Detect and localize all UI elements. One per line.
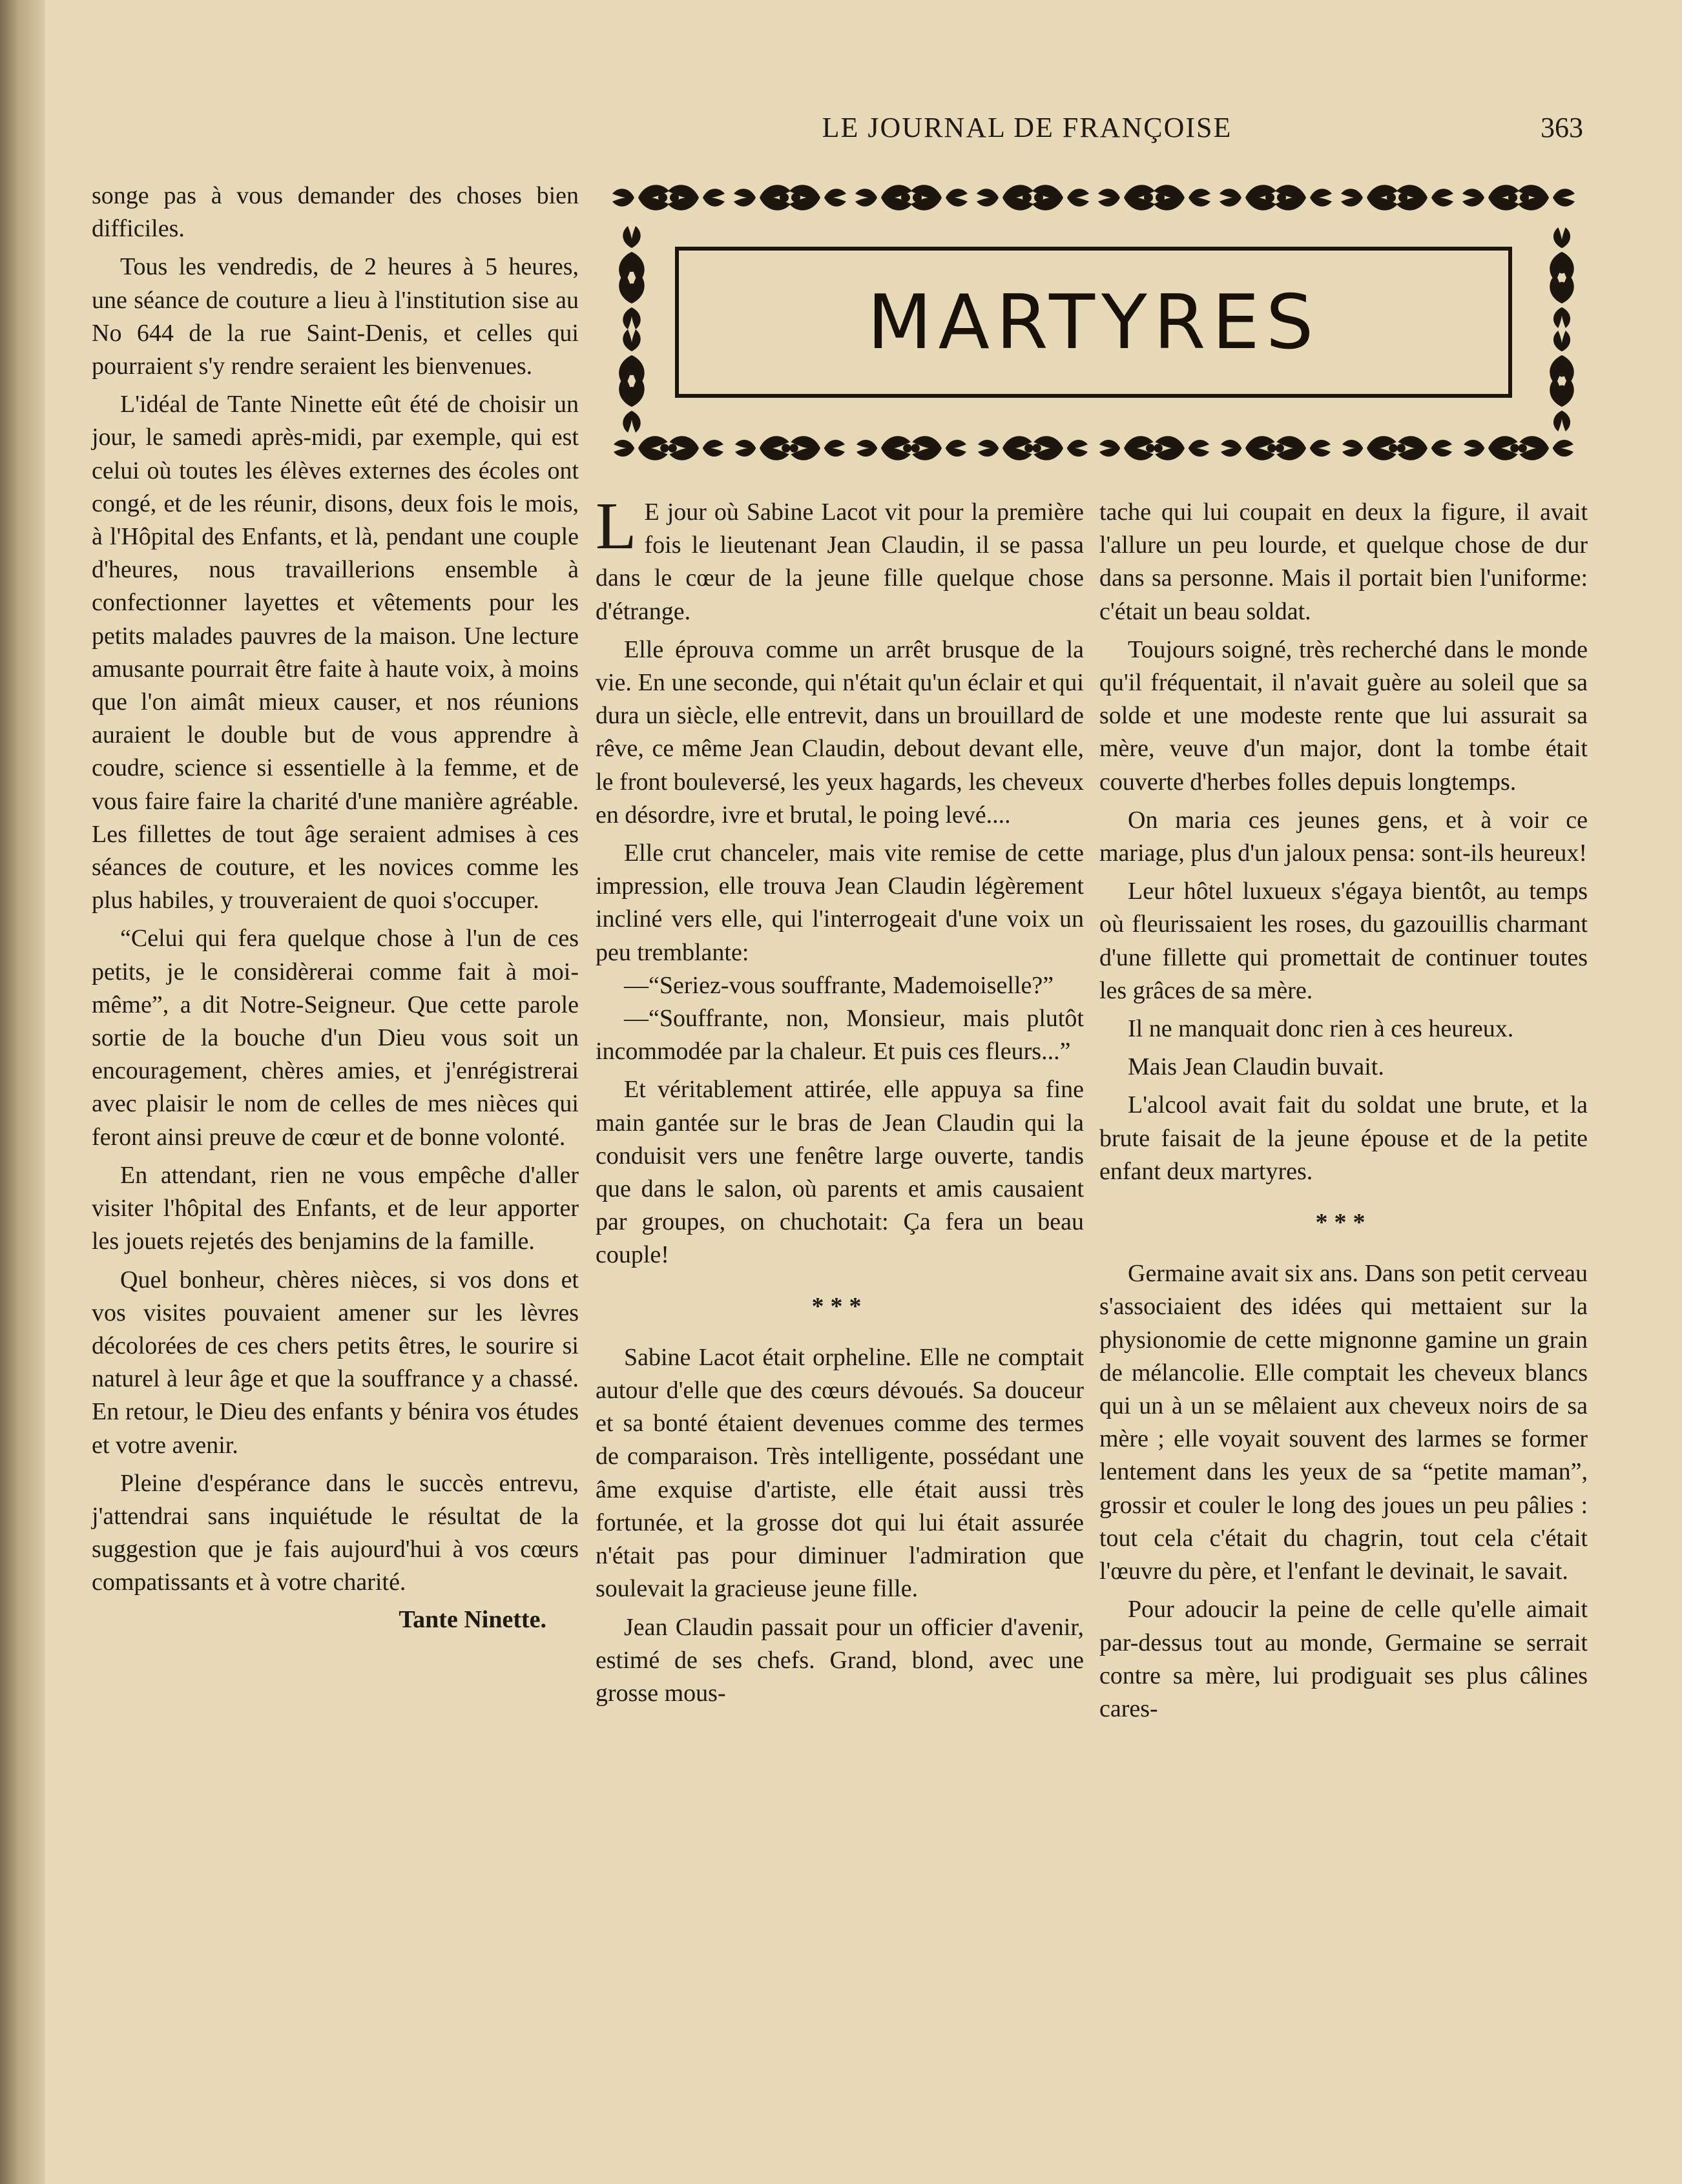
paragraph: Et véritablement attirée, elle appuya sa fine main gantée sur le bras de Jean Claudin qui la conduisit vers une fenêtre large ouverte, tandis que dans le salon, où parents et amis causaient par groupes, on chuchotait: Ça fera un beau couple! <box>596 1076 1084 1269</box>
paragraph: Toujours soigné, très recherché dans le monde qu'il fréquentait, il n'avait guère au soleil que sa solde et une modeste rente que lui assurait sa mère, veuve d'un major, dont la tombe était couverte d'herbes folles depuis longtemps. <box>1099 635 1588 796</box>
paragraph: Tous les vendredis, de 2 heures à 5 heures, une séance de couture a lieu à l'institution sise au No 644 de la rue Saint-Denis, et celles qui pourraient s'y rendre seraient les bienvenues. <box>92 253 579 380</box>
drop-cap: L <box>596 489 637 563</box>
section-separator: *** <box>1315 1209 1372 1237</box>
title-box <box>675 247 1512 398</box>
paragraph: Elle éprouva comme un arrêt brusque de la vie. En une seconde, qui n'était qu'un éclair et qui dura un siècle, elle entrevit, dans un brouillard de rêve, ce même Jean Claudin, debout devant elle, le front bouleversé, les yeux hagards, les cheveux en désordre, ivre et brutal, le poing levé.... <box>596 635 1084 829</box>
page-number: 363 <box>1541 112 1583 143</box>
paragraph: L'alcool avait fait du soldat une brute, et la brute faisait de la jeune épouse et de la petite enfant deux martyres. <box>1099 1091 1588 1185</box>
leaf-ornament-icon <box>1341 185 1407 210</box>
leaf-ornament-icon <box>901 185 968 210</box>
leaf-ornament-icon <box>1462 185 1529 210</box>
leaf-ornament-icon <box>780 185 846 210</box>
column-2 <box>596 489 1084 1710</box>
leaf-ornament-icon <box>612 185 679 210</box>
paragraph: Pleine d'espérance dans le succès entrevu, j'attendrai sans inquiétude le résultat de la suggestion que je fais aujourd'hui à vos cœurs compatissants et à votre charité. <box>92 1469 579 1596</box>
running-title: LE JOURNAL DE FRANÇOISE <box>822 112 1232 143</box>
paragraph: Quel bonheur, chères nièces, si vos dons et vos visites pouvaient amener sur les lèvres décolorées de ces chers petits êtres, le sourire si naturel à leur âge et que la souffrance y a chassé. En retour, le Dieu des enfants y bénira vos études et votre avenir. <box>92 1266 579 1459</box>
paragraph: tache qui lui coupait en deux la figure, il avait l'allure un peu lourde, et quelque chose de dur dans sa personne. Mais il portait bien l'uniforme: c'était un beau soldat. <box>1099 499 1588 625</box>
paragraph: Mais Jean Claudin buvait. <box>1128 1053 1384 1081</box>
leaf-ornament-icon <box>734 185 800 210</box>
leaf-ornament-icon <box>1023 185 1089 210</box>
leaf-ornament-icon <box>658 185 725 210</box>
leaf-ornament-icon <box>1220 185 1286 210</box>
paragraph: “Celui qui fera quelque chose à l'un de ces petits, je le considèrerai comme fait à moi-même”, a dit Notre-Seigneur. Que cette parole sortie de la bouche d'un Dieu vous soit un encouragement, chères amies, et j'enrégistrerai avec plaisir le nom de celles de mes nièces qui feront ainsi preuve de cœur et de bonne volonté. <box>92 925 579 1151</box>
paragraph: Germaine avait six ans. Dans son petit cerveau s'associaient des idées qui mettaient sur la physionomie de cette mignonne gamine un grain de mélancolie. Elle comptait les cheveux blancs qui un à un se mêlaient aux cheveux noirs de sa mère ; elle voyait souvent des larmes se former lentement dans les yeux de sa “petite maman”, grossir et couler le long des joues un peu pâlies : tout cela c'était du chagrin, tout cela c'était l'œuvre du père, et l'enfant le devinait, le savait. <box>1099 1260 1588 1585</box>
section-separator: *** <box>811 1292 868 1320</box>
column-3 <box>1099 496 1588 1726</box>
paragraph: songe pas à vous demander des choses bien difficiles. <box>92 182 579 243</box>
leaf-ornament-icon <box>1144 185 1210 210</box>
paragraph: L'idéal de Tante Ninette eût été de choisir un jour, le samedi après-midi, par exemple, qui est celui où toutes les élèves externes des écoles ont congé, et de les réunir, disons, deux fois le mois, à l'Hôpital des Enfants, et là, pendant une couple d'heures, nous travaillerions ensemble à confectionner layettes et vêtements pour les petits malades pauvres de la maison. Une lecture amusante pourrait être faite à haute voix, à moins que l'on aimât mieux causer, et nos réunions auraient le double but de vous apprendre à coudre, science si essentielle à la femme, et de vous faire faire la charité d'une manière agréable. Les fillettes de tout âge seraient admises à ces séances de couture, et les novices comme les plus habiles, y trouveraient de quoi s'occuper. <box>92 391 579 914</box>
leaf-ornament-icon <box>1387 185 1453 210</box>
first-paragraph-text: E jour où Sabine Lacot vit pour la première fois le lieutenant Jean Claudin, il se passa dans le cœur de la jeune fille quelque chose d'étrange. <box>596 499 1084 625</box>
paragraph: Pour adoucir la peine de celle qu'elle aimait par-dessus tout au monde, Germaine se serrait contre sa mère, lui prodiguait ses plus câlines cares- <box>1099 1596 1588 1722</box>
paragraph: On maria ces jeunes gens, et à voir ce mariage, plus d'un jaloux pensa: sont-ils heureux! <box>1099 806 1588 867</box>
leaf-ornament-icon <box>1098 185 1165 210</box>
leaf-ornament-icon <box>977 185 1043 210</box>
leaf-ornament-icon <box>1508 185 1575 210</box>
article-title: MARTYRES <box>867 278 1320 366</box>
paragraph: Leur hôtel luxueux s'égaya bientôt, au temps où fleurissaient les roses, du gazouillis charmant d'une fillette qui promettait de continuer toutes les grâces de sa mère. <box>1099 878 1588 1004</box>
page-gutter <box>0 0 45 2184</box>
paragraph: Elle crut chanceler, mais vite remise de cette impression, elle trouva Jean Claudin légèrement incliné vers elle, qui l'interrogeait d'une voix un peu tremblante: <box>596 840 1084 966</box>
paragraph: Sabine Lacot était orpheline. Elle ne comptait autour d'elle que des cœurs dévoués. Sa douceur et sa bonté étaient devenues comme des termes de comparaison. Très intelligente, possédant une âme exquise d'artiste, elle était aussi très fortunée, et la grosse dot qui lui était assurée n'était pas pour diminuer l'admiration que soulevait la gracieuse jeune fille. <box>596 1343 1084 1603</box>
leaf-ornament-icon <box>1265 185 1332 210</box>
paragraph: —“Souffrante, non, Monsieur, mais plutôt incommodée par la chaleur. Et puis ces fleurs...” <box>596 1005 1084 1066</box>
signature: Tante Ninette. <box>399 1605 546 1633</box>
leaf-ornament-icon <box>855 185 922 210</box>
paragraph: —“Seriez-vous souffrante, Mademoiselle?” <box>624 971 1054 999</box>
first-paragraph <box>596 489 1084 628</box>
paragraph: En attendant, rien ne vous empêche d'aller visiter l'hôpital des Enfants, et de leur apporter les jouets rejetés des benjamins de la famille. <box>92 1161 579 1255</box>
column-1 <box>92 180 579 1636</box>
paragraph: Jean Claudin passait pour un officier d'avenir, estimé de ses chefs. Grand, blond, avec une grosse mous- <box>596 1613 1084 1707</box>
paragraph: Il ne manquait donc rien à ces heureux. <box>1128 1015 1514 1043</box>
